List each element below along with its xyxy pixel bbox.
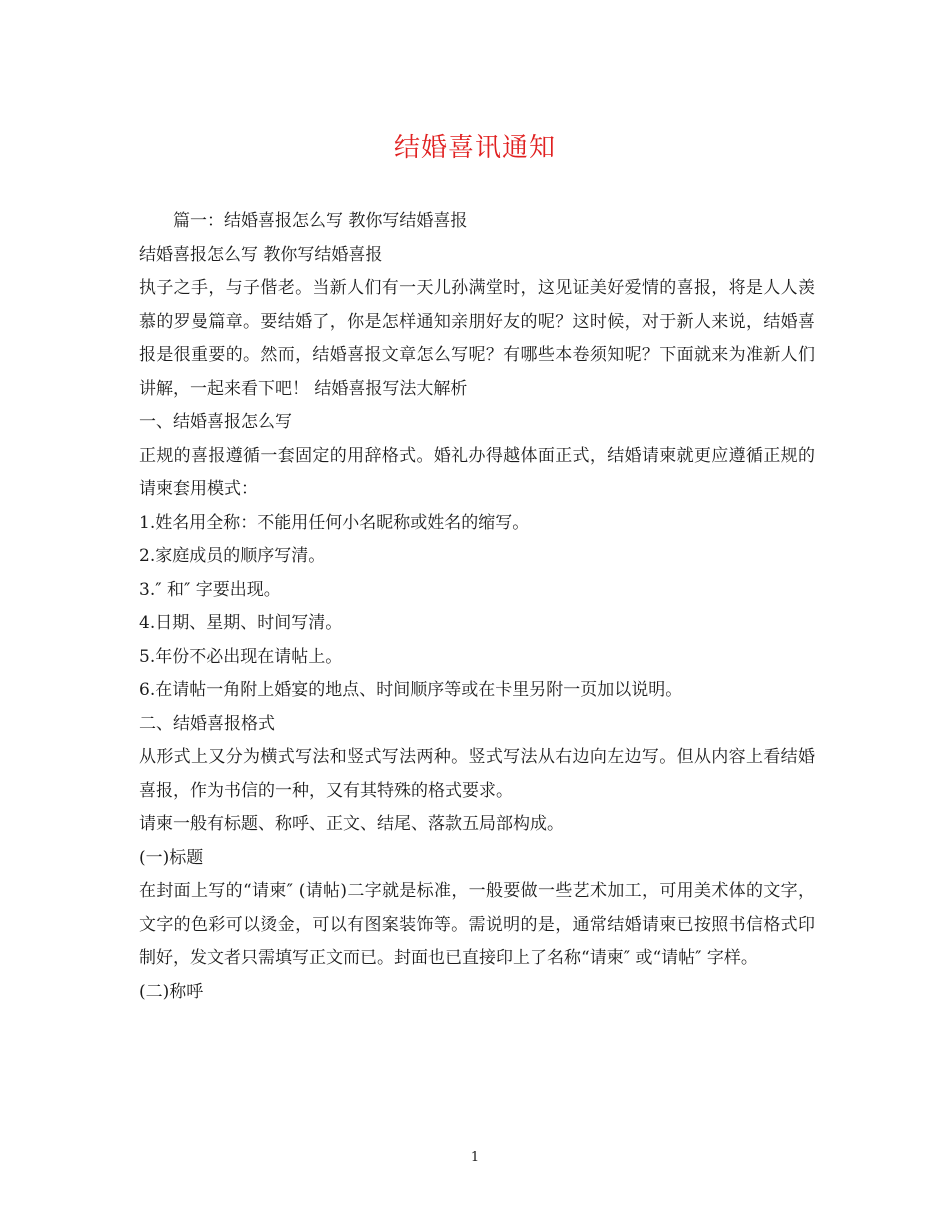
list-item: 4.日期、星期、时间写清。	[139, 613, 343, 633]
list-item: 5.年份不必出现在请帖上。	[139, 646, 343, 667]
format-paragraph: 从形式上又分为横式写法和竖式写法两种。竖式写法从右边向左边写。但从内容上看结婚喜报，作为书信的一种，又有其特殊的格式要求。	[139, 747, 815, 801]
list-item: 6.在请帖一角附上婚宴的地点、时间顺序等或在卡里另附一页加以说明。	[139, 680, 683, 700]
list-item: 3.″ 和″ 字要出现。	[139, 579, 281, 600]
page-number: 1	[470, 1150, 480, 1165]
document-title: 结婚喜讯通知	[393, 133, 556, 163]
section-heading-how-to-write: 一、结婚喜报怎么写	[139, 412, 292, 432]
subheading-title: (一)标题	[139, 847, 204, 868]
list-item: 1.姓名用全称：不能用任何小名昵称或姓名的缩写。	[139, 512, 530, 533]
title-description-paragraph: 在封面上写的“请柬″ (请帖)二字就是标准，一般要做一些艺术加工，可用美术体的文字，文字的色彩可以烫金，可以有图案装饰等。需说明的是，通常结婚请柬已按照书信格式印制好，发文者只需填写正文而已。封面也已直接印上了名称“请柬″ 或“请帖″ 字样。	[139, 881, 815, 968]
section-heading-part-one: 篇一：结婚喜报怎么写 教你写结婚喜报	[173, 211, 468, 231]
subheading-salutation: (二)称呼	[139, 981, 204, 1002]
intro-paragraph: 执子之手，与子偕老。当新人们有一天儿孙满堂时，这见证美好爱情的喜报，将是人人羡慕的罗曼篇章。要结婚了，你是怎样通知亲朋好友的呢？这时候，对于新人来说，结婚喜报是很重要的。然而，结婚喜报文章怎么写呢？有哪些本卷须知呢？下面就来为准新人们讲解，一起来看下吧！ 结婚喜报写法大解析	[139, 278, 815, 399]
document-body	[139, 205, 815, 1009]
subtitle-line: 结婚喜报怎么写 教你写结婚喜报	[139, 244, 383, 265]
list-item: 2.家庭成员的顺序写清。	[139, 546, 326, 566]
format-rule-paragraph: 正规的喜报遵循一套固定的用辞格式。婚礼办得越体面正式，结婚请柬就更应遵循正规的请柬套用模式：	[139, 445, 815, 499]
section-heading-format: 二、结婚喜报格式	[139, 713, 275, 734]
structure-paragraph: 请柬一般有标题、称呼、正文、结尾、落款五局部构成。	[139, 814, 564, 834]
